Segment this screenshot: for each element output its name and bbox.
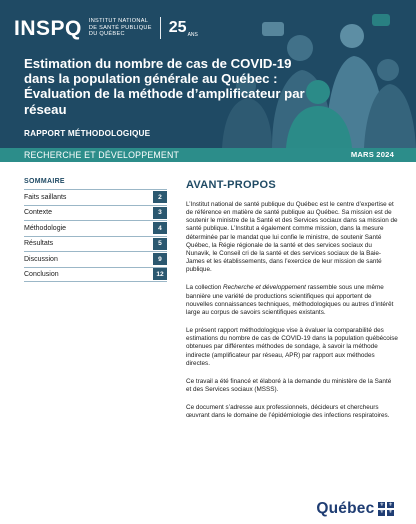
cover-header (0, 0, 416, 148)
foreword-paragraph-2: La collection Recherche et développement rassemble sous une même bannière une variété de productions scientifiques qui apportent de nouvelles connaissances techniques, méthodologiques ou autres d’intérêt large au corpus de savoirs scientifiques existants. (186, 284, 394, 316)
table-of-contents (24, 178, 167, 282)
logo-divider (160, 17, 161, 39)
toc-page-badge: 9 (153, 253, 167, 265)
toc-item-faits-saillants[interactable] (24, 189, 167, 205)
inspq-logo: INSPQ (14, 16, 82, 40)
foreword-section (186, 179, 398, 430)
toc-page-badge: 4 (153, 222, 167, 234)
foreword-paragraph-4: Ce travail a été financé et élaboré à la demande du ministère de la Santé et des Services sociaux (MSSS). (186, 377, 392, 393)
toc-item-contexte[interactable] (24, 205, 167, 221)
foreword-paragraph-1: L’Institut national de santé publique du Québec est le centre d’expertise et de référence en matière de santé publique au Québec. Sa mission est de soutenir le ministre de la Santé et des Services sociaux dans sa mission de santé publique. L’Institut a également comme mission, dans la mesure déterminée par le mandat que lui confie le ministre, de soutenir Santé Québec, la Régie régionale de la santé et des services sociaux du Nunavik, le Conseil cri de la santé et des services sociaux de la Baie-James et les établissements, dans l’exercice de leur mission de santé publique. (186, 201, 398, 274)
foreword-paragraph-5: Ce document s’adresse aux professionnels, décideurs et chercheurs œuvrant dans le domaine de l’épidémiologie des infections respiratoires. (186, 404, 390, 420)
foreword-title: AVANT-PROPOS (186, 179, 276, 191)
foreword-paragraph-3: Le présent rapport méthodologique vise à évaluer la comparabilité des estimations du nombre de cas de COVID-19 dans la population québécoise obtenues par différentes méthodes de sondage, à savoir la méthode indirecte (amplificateur par réseau, APR) par rapport aux méthodes directes. (186, 327, 398, 367)
quebec-logo (316, 500, 394, 518)
toc-item-label: Méthodologie (24, 224, 67, 232)
toc-item-label: Contexte (24, 209, 53, 217)
toc-title: SOMMAIRE (24, 178, 65, 185)
toc-item-label: Résultats (24, 240, 54, 248)
toc-item-resultats[interactable] (24, 236, 167, 252)
collection-name: RECHERCHE ET DÉVELOPPEMENT (24, 150, 180, 160)
quebec-wordmark: Québec (316, 500, 375, 517)
collection-name-italic: Recherche et développement (223, 284, 306, 292)
toc-page-badge: 3 (153, 207, 167, 219)
toc-page-badge: 12 (153, 268, 167, 280)
toc-item-conclusion[interactable] (24, 267, 167, 283)
anniversary-mark: $25_{ANS}$ (168, 19, 198, 38)
toc-item-label: Discussion (24, 255, 58, 263)
toc-page-badge: 5 (153, 238, 167, 250)
inspq-logo-block (14, 14, 198, 42)
toc-item-label: Faits saillants (24, 193, 67, 201)
document-title: Estimation du nombre de cas de COVID-19 dans la population générale au Québec : Évaluation de la méthode d’amplificateur par réseau (24, 56, 305, 117)
inspq-logo-subtitle: INSTITUT NATIONAL DE SANTÉ PUBLIQUE DU QUÉBEC (88, 18, 152, 38)
toc-item-methodologie[interactable] (24, 220, 167, 236)
toc-item-discussion[interactable] (24, 251, 167, 267)
fleur-de-lis-flag-icon: ⚜ ⚜ ⚜ ⚜ (379, 501, 393, 516)
toc-page-badge: 2 (153, 191, 167, 203)
toc-item-label: Conclusion (24, 270, 59, 278)
collection-band (0, 148, 416, 162)
publication-date: MARS 2024 (350, 150, 394, 159)
document-type: RAPPORT MÉTHODOLOGIQUE (24, 129, 151, 138)
